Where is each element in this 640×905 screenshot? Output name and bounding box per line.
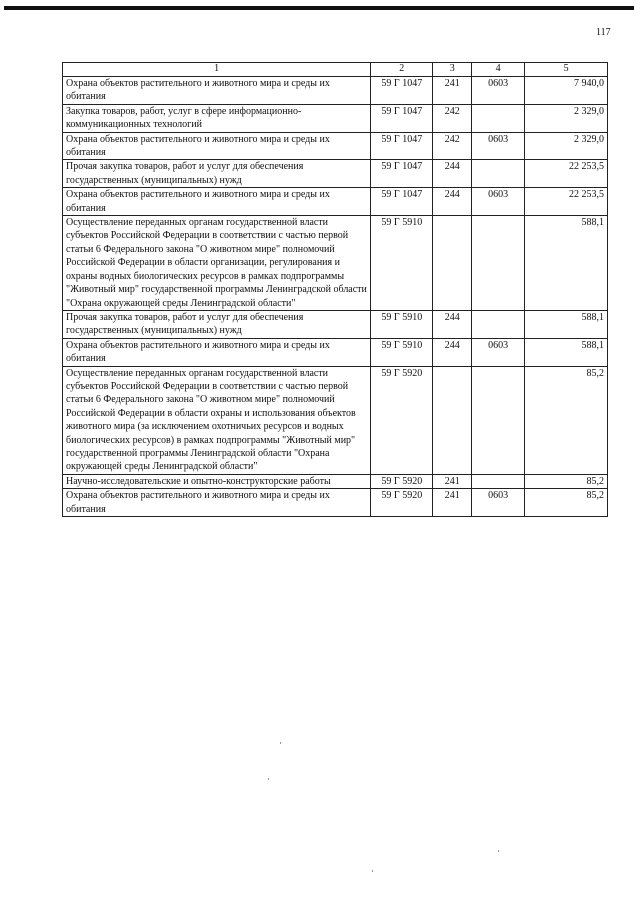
row-expense-type: 242	[433, 104, 472, 132]
row-amount: 588,1	[525, 216, 608, 311]
row-name: Закупка товаров, работ, услуг в сфере информационно-коммуникационных технологий	[63, 104, 371, 132]
row-target-code: 59 Г 1047	[371, 160, 433, 188]
column-header-5: 5	[525, 63, 608, 77]
row-name: Охрана объектов растительного и животного мира и среды их обитания	[63, 188, 371, 216]
scan-speck	[498, 850, 499, 852]
column-header-3: 3	[433, 63, 472, 77]
table-row	[63, 188, 608, 216]
row-amount: 7 940,0	[525, 77, 608, 105]
row-section-code: 0603	[472, 77, 525, 105]
row-target-code: 59 Г 5920	[371, 366, 433, 474]
row-section-code: 0603	[472, 188, 525, 216]
row-name: Осуществление переданных органам государственной власти субъектов Российской Федерации в соответствии с частью первой статьи 6 Федерального закона "О животном мире" полномочий Российской Федерации в области охраны и использования объектов животного мира (за исключением охотничьих ресурсов и водных биологических ресурсов) в рамках подпрограммы "Животный мир" государственной программы Ленинградской области "Охрана окружающей среды Ленинградской области"	[63, 366, 371, 474]
table-row	[63, 338, 608, 366]
row-section-code: 0603	[472, 132, 525, 160]
row-amount: 22 253,5	[525, 160, 608, 188]
scan-speck	[268, 778, 269, 780]
row-expense-type: 241	[433, 474, 472, 488]
row-target-code: 59 Г 5920	[371, 474, 433, 488]
table-row	[63, 132, 608, 160]
row-expense-type: 241	[433, 489, 472, 517]
row-amount: 85,2	[525, 474, 608, 488]
row-expense-type: 242	[433, 132, 472, 160]
column-header-2: 2	[371, 63, 433, 77]
row-amount: 588,1	[525, 338, 608, 366]
column-header-4: 4	[472, 63, 525, 77]
table-row	[63, 474, 608, 488]
row-expense-type: 241	[433, 77, 472, 105]
table-row	[63, 160, 608, 188]
page-number: 117	[596, 27, 611, 38]
row-section-code	[472, 104, 525, 132]
row-section-code: 0603	[472, 338, 525, 366]
row-section-code	[472, 216, 525, 311]
table-row	[63, 216, 608, 311]
row-amount: 588,1	[525, 310, 608, 338]
row-amount: 85,2	[525, 489, 608, 517]
row-expense-type	[433, 366, 472, 474]
row-section-code	[472, 310, 525, 338]
row-amount: 2 329,0	[525, 132, 608, 160]
row-name: Охрана объектов растительного и животного мира и среды их обитания	[63, 77, 371, 105]
table-row	[63, 104, 608, 132]
table-row	[63, 366, 608, 474]
row-expense-type: 244	[433, 338, 472, 366]
row-amount: 85,2	[525, 366, 608, 474]
row-section-code: 0603	[472, 489, 525, 517]
row-target-code: 59 Г 1047	[371, 104, 433, 132]
row-amount: 2 329,0	[525, 104, 608, 132]
row-name: Охрана объектов растительного и животного мира и среды их обитания	[63, 132, 371, 160]
row-expense-type: 244	[433, 188, 472, 216]
row-target-code: 59 Г 1047	[371, 188, 433, 216]
row-name: Научно-исследовательские и опытно-конструкторские работы	[63, 474, 371, 488]
row-amount: 22 253,5	[525, 188, 608, 216]
row-name: Прочая закупка товаров, работ и услуг для обеспечения государственных (муниципальных) нужд	[63, 310, 371, 338]
row-section-code	[472, 366, 525, 474]
row-target-code: 59 Г 5910	[371, 310, 433, 338]
row-target-code: 59 Г 1047	[371, 77, 433, 105]
row-name: Охрана объектов растительного и животного мира и среды их обитания	[63, 489, 371, 517]
row-section-code	[472, 160, 525, 188]
top-rule	[4, 6, 634, 10]
row-name: Прочая закупка товаров, работ и услуг для обеспечения государственных (муниципальных) нужд	[63, 160, 371, 188]
row-expense-type: 244	[433, 160, 472, 188]
table-row	[63, 489, 608, 517]
row-target-code: 59 Г 5920	[371, 489, 433, 517]
row-target-code: 59 Г 5910	[371, 216, 433, 311]
budget-table	[62, 62, 608, 517]
row-expense-type	[433, 216, 472, 311]
header-row	[63, 63, 608, 77]
row-expense-type: 244	[433, 310, 472, 338]
row-target-code: 59 Г 5910	[371, 338, 433, 366]
row-target-code: 59 Г 1047	[371, 132, 433, 160]
row-name: Охрана объектов растительного и животного мира и среды их обитания	[63, 338, 371, 366]
scan-speck	[280, 742, 281, 744]
row-section-code	[472, 474, 525, 488]
column-header-1: 1	[63, 63, 371, 77]
table-row	[63, 77, 608, 105]
table-row	[63, 310, 608, 338]
scan-speck	[372, 870, 373, 872]
row-name: Осуществление переданных органам государственной власти субъектов Российской Федерации в соответствии с частью первой статьи 6 Федерального закона "О животном мире" полномочий Российской Федерации в области организации, регулирования и охраны водных биологических ресурсов в рамках подпрограммы "Животный мир" государственной программы Ленинградской области "Охрана окружающей среды Ленинградской области"	[63, 216, 371, 311]
